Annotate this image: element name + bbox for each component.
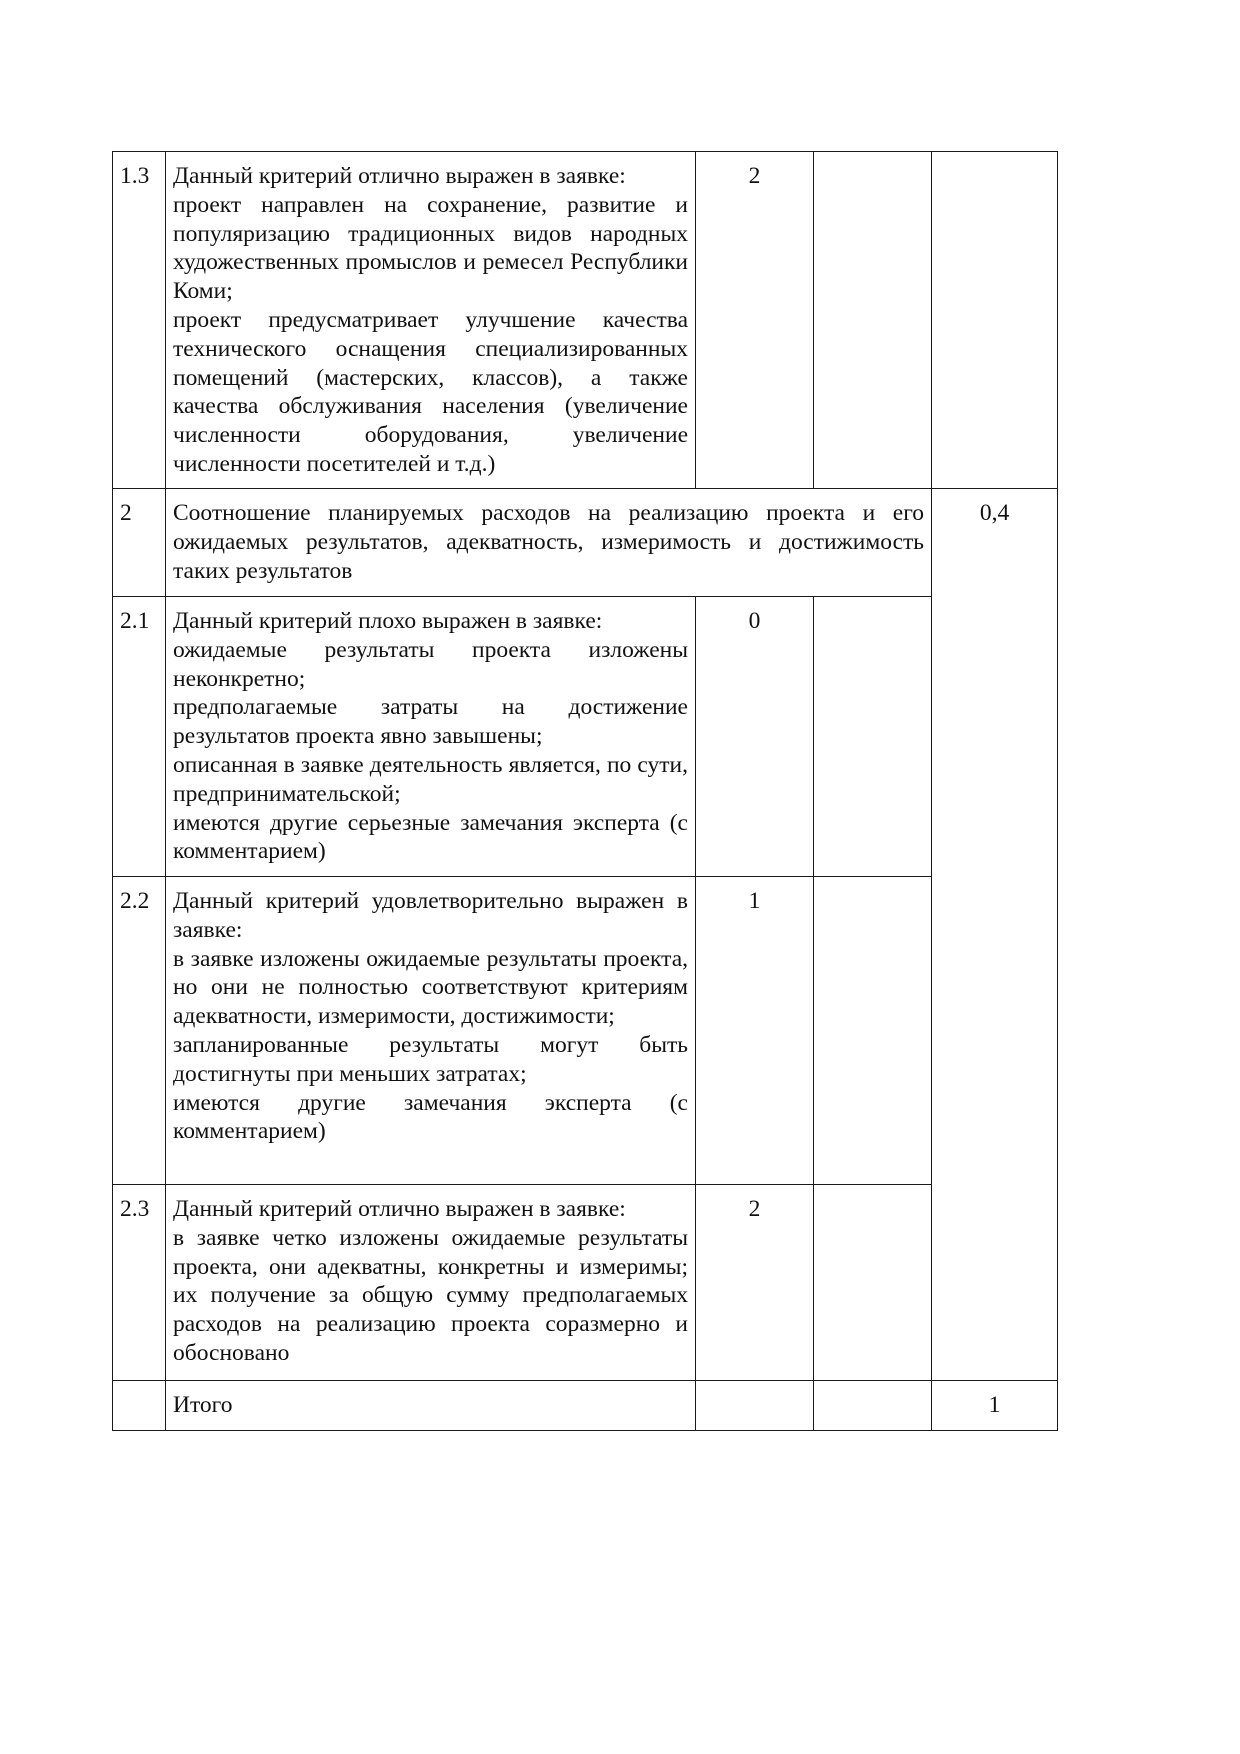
- criterion-heading: Данный критерий плохо выражен в заявке:: [173, 608, 603, 634]
- criterion-heading: Данный критерий отлично выражен в заявке:: [173, 163, 626, 189]
- criterion-item: в заявке четко изложены ожидаемые результаты проекта, они адекватны, конкретны и измеримы; их получение за общую сумму предполагаемых расходов на реализацию проекта соразмерно и обосновано: [173, 1224, 688, 1366]
- criterion-item: предполагаемые затраты на достижение результатов проекта явно завышены;: [173, 694, 688, 750]
- weight-cell: 0,4: [932, 489, 1058, 1381]
- table-row-2-2: [113, 877, 1058, 1185]
- table-row-total: [113, 1381, 1058, 1431]
- criterion-heading: Данный критерий удовлетворительно выражен в заявке:: [173, 888, 688, 943]
- row-number: 2.1: [113, 597, 166, 877]
- row-number: 2.3: [113, 1185, 166, 1381]
- table-row-2-3: [113, 1185, 1058, 1381]
- total-weight: 1: [932, 1381, 1058, 1431]
- row-number: 2: [113, 489, 166, 597]
- criterion-item: имеются другие серьезные замечания эксперта (с комментарием): [173, 809, 688, 865]
- table-row-2: [113, 489, 1058, 597]
- score-cell: [814, 1185, 932, 1381]
- points-cell: 1: [696, 877, 814, 1185]
- points-cell: 0: [696, 597, 814, 877]
- points-cell: 2: [696, 152, 814, 489]
- points-cell: [696, 1381, 814, 1431]
- criterion-item: проект предусматривает улучшение качества технического оснащения специализированных помещений (мастерских, классов), а также качества обслуживания населения (увеличение численности оборудования, увеличение численности посетителей и т.д.): [173, 306, 688, 477]
- criterion-description: [166, 877, 696, 1185]
- criterion-item: проект направлен на сохранение, развитие и популяризацию традиционных видов народных художественных промыслов и ремесел Республики Коми;: [173, 191, 688, 305]
- criterion-item: ожидаемые результаты проекта изложены неконкретно;: [173, 636, 688, 692]
- score-cell: [814, 877, 932, 1185]
- criterion-item: запланированные результаты могут быть достигнуты при меньших затратах;: [173, 1031, 688, 1087]
- row-number: 1.3: [113, 152, 166, 489]
- table-row-2-1: [113, 597, 1058, 877]
- criterion-heading: Данный критерий отлично выражен в заявке:: [173, 1196, 626, 1222]
- score-cell: [814, 597, 932, 877]
- row-number: [113, 1381, 166, 1431]
- criterion-item: имеются другие замечания эксперта (с комментарием): [173, 1089, 688, 1145]
- criterion-description: [166, 1185, 696, 1381]
- criteria-table: [112, 151, 1058, 1431]
- points-cell: 2: [696, 1185, 814, 1381]
- score-cell: [814, 152, 932, 489]
- criterion-item: описанная в заявке деятельность является, по сути, предпринимательской;: [173, 751, 688, 807]
- row-number: 2.2: [113, 877, 166, 1185]
- criterion-item: в заявке изложены ожидаемые результаты проекта, но они не полностью соответствуют критериям адекватности, измеримости, достижимости;: [173, 945, 688, 1030]
- table-row-1-3: [113, 152, 1058, 489]
- criterion-description: [166, 152, 696, 489]
- total-label: Итого: [166, 1381, 696, 1431]
- score-cell: [814, 1381, 932, 1431]
- criterion-description: [166, 597, 696, 877]
- section-title: Соотношение планируемых расходов на реализацию проекта и его ожидаемых результатов, адекватность, измеримость и достижимость таких результатов: [166, 489, 932, 597]
- weight-cell: [932, 152, 1058, 489]
